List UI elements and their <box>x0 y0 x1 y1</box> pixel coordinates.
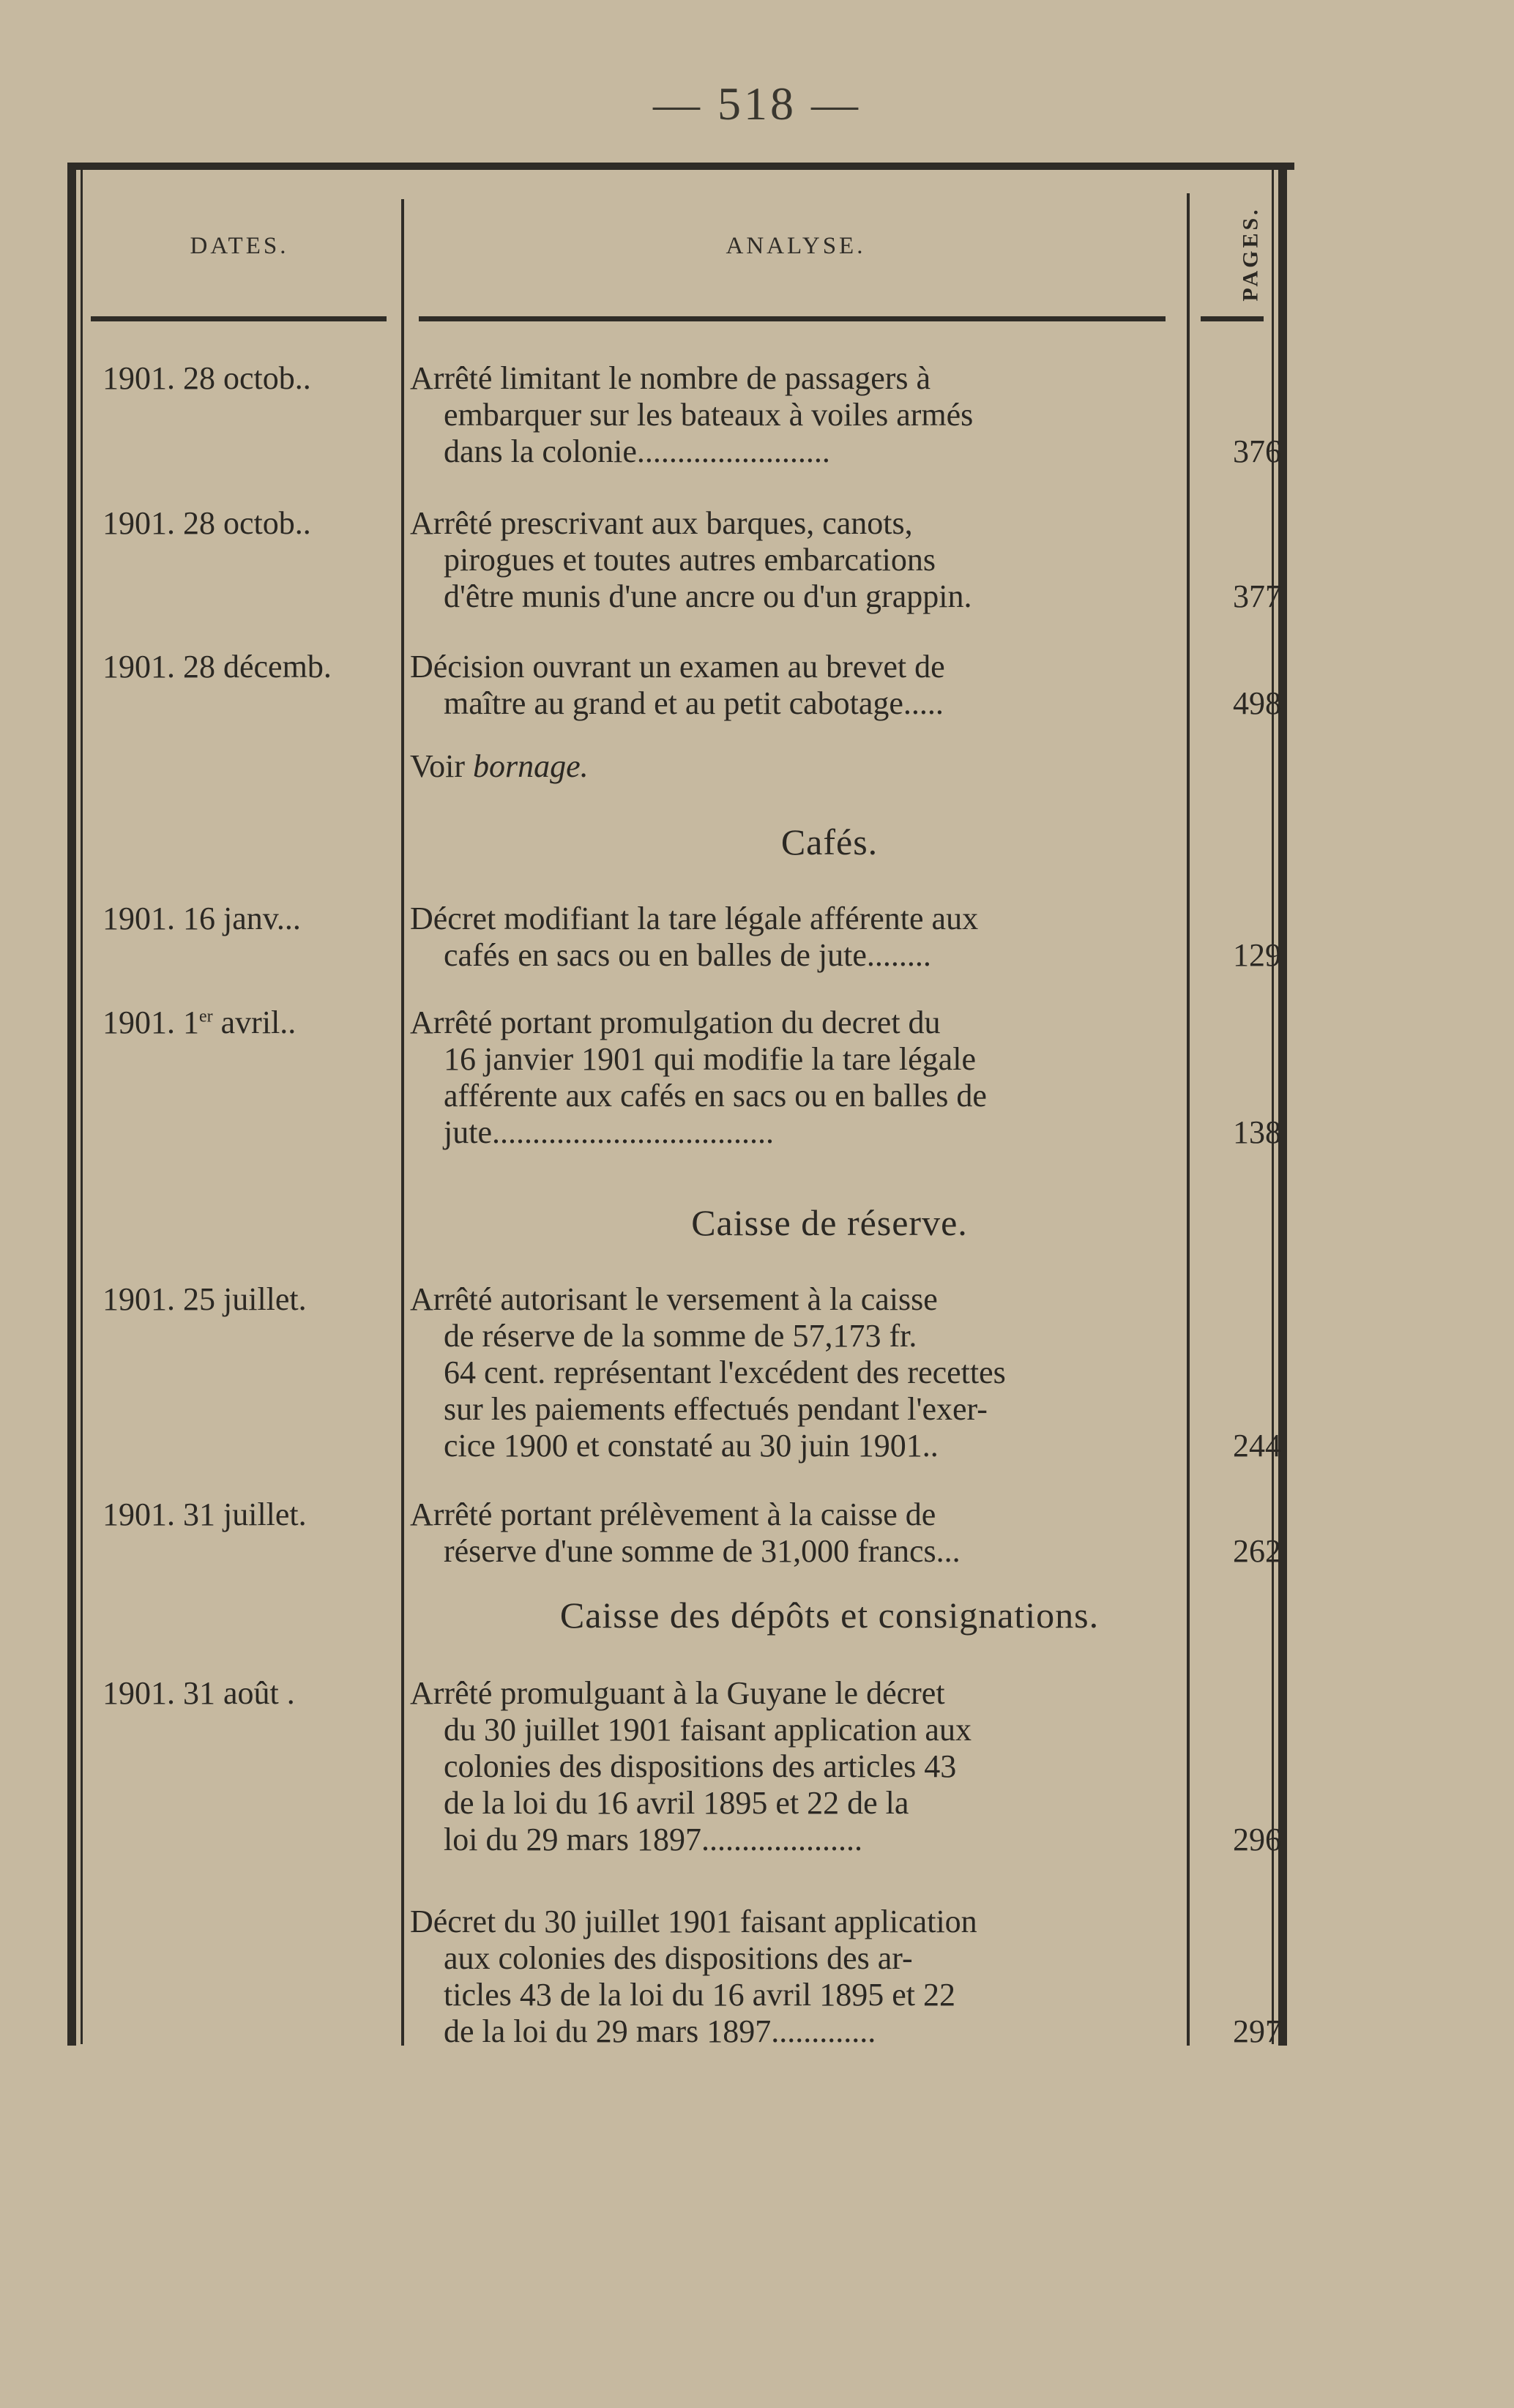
analysis-line: colonies des dispositions des articles 43 <box>444 1748 957 1784</box>
analysis-line: Arrêté promulguant à la Guyane le décret <box>410 1675 945 1711</box>
page-number: — 518 — <box>653 78 861 130</box>
header-pages-label: PAGES. <box>1239 206 1264 302</box>
analysis-line: 16 janvier 1901 qui modifie la tare légale <box>444 1041 976 1077</box>
header-pages <box>1231 192 1272 316</box>
entry-date: 1901. 28 octob.. <box>102 360 311 396</box>
analysis-line: de réserve de la somme de 57,173 fr. <box>444 1318 917 1354</box>
date-text: 1901. 31 juillet. <box>102 1496 307 1532</box>
analysis-line: jute................................... <box>444 1114 774 1150</box>
analysis-line: 64 cent. représentant l'excédent des recettes <box>444 1354 1006 1390</box>
date-text: 1901. 16 janv... <box>102 901 301 936</box>
analysis-line: pirogues et toutes autres embarcations <box>444 542 936 578</box>
section-heading: Caisse des dépôts et consignations. <box>559 1595 1100 1636</box>
left-inner-border <box>81 170 83 2044</box>
entry-date: 1901. 28 octob.. <box>102 505 311 541</box>
analysis-line: Arrêté portant prélèvement à la caisse de <box>410 1496 936 1532</box>
entry-page: 129 <box>1233 937 1281 973</box>
entry-analysis <box>410 901 1249 974</box>
analysis-line: aux colonies des dispositions des ar- <box>444 1940 913 1976</box>
analysis-line: de la loi du 16 avril 1895 et 22 de la <box>444 1785 909 1821</box>
header-rule-pages <box>1201 316 1264 321</box>
date-text: 1901. 1 <box>102 1004 199 1040</box>
analysis-line: ticles 43 de la loi du 16 avril 1895 et 22 <box>444 1977 955 2013</box>
analysis-line: Arrêté limitant le nombre de passagers à <box>410 360 931 396</box>
header-rule-dates <box>91 316 387 321</box>
dates-column-rule <box>401 199 404 2046</box>
entry-analysis <box>410 1675 1249 1858</box>
entry-page: 138 <box>1233 1114 1281 1150</box>
analysis-line: loi du 29 mars 1897.................... <box>444 1822 862 1857</box>
analysis-line: cice 1900 et constaté au 30 juin 1901.. <box>444 1428 939 1464</box>
entry-analysis <box>410 1281 1249 1464</box>
date-text: avril.. <box>212 1004 297 1040</box>
analysis-line: du 30 juillet 1901 faisant application aux <box>444 1712 972 1748</box>
analysis-line: Arrêté prescrivant aux barques, canots, <box>410 505 913 541</box>
analysis-line: Décret du 30 juillet 1901 faisant application <box>410 1904 977 1939</box>
entry-page: 244 <box>1233 1428 1281 1464</box>
date-superscript: er <box>199 1007 213 1026</box>
entry-analysis <box>410 505 1249 615</box>
analysis-line: Décret modifiant la tare légale afférente aux <box>410 901 979 936</box>
index-table <box>67 163 1294 2049</box>
see-also-reference <box>410 748 589 785</box>
entry-page: 377 <box>1233 578 1281 614</box>
date-text: 1901. 25 juillet. <box>102 1281 307 1317</box>
header-analysis: ANALYSE. <box>726 233 866 259</box>
header-rule-analysis <box>419 316 1166 321</box>
analysis-line: afférente aux cafés en sacs ou en balles de <box>444 1078 987 1114</box>
analysis-line: sur les paiements effectués pendant l'exer- <box>444 1391 988 1427</box>
entry-analysis <box>410 649 1249 722</box>
see-also-prefix: Voir <box>410 748 465 784</box>
entry-page: 297 <box>1233 2013 1281 2049</box>
entry-page: 262 <box>1233 1533 1281 1569</box>
analysis-line: maître au grand et au petit cabotage..... <box>444 685 944 721</box>
analysis-line: cafés en sacs ou en balles de jute........ <box>444 937 931 973</box>
analysis-line: Arrêté autorisant le versement à la caisse <box>410 1281 938 1317</box>
analysis-line: réserve d'une somme de 31,000 francs... <box>444 1533 961 1569</box>
section-heading: Caisse de réserve. <box>691 1202 968 1243</box>
analysis-line: embarquer sur les bateaux à voiles armés <box>444 397 974 433</box>
entry-analysis <box>410 1496 1249 1570</box>
entry-date: 1901. 28 décemb. <box>102 649 332 685</box>
left-border <box>67 163 76 2046</box>
analysis-line: de la loi du 29 mars 1897............. <box>444 2013 876 2049</box>
entry-page: 498 <box>1233 685 1281 721</box>
header-dates: DATES. <box>190 233 289 259</box>
entry-analysis <box>410 360 1249 470</box>
top-rule <box>67 163 1294 170</box>
entry-analysis <box>410 1004 1249 1151</box>
see-also-term[interactable]: bornage. <box>472 748 589 784</box>
analysis-line: Arrêté portant promulgation du decret du <box>410 1004 941 1040</box>
entry-page: 376 <box>1233 433 1281 469</box>
section-heading: Cafés. <box>780 821 879 862</box>
entry-analysis <box>410 1904 1249 2050</box>
analysis-line: dans la colonie........................ <box>444 433 830 469</box>
analysis-line: Décision ouvrant un examen au brevet de <box>410 649 945 685</box>
date-text: 1901. 31 août . <box>102 1675 295 1711</box>
analysis-line: d'être munis d'une ancre ou d'un grappin. <box>444 578 972 614</box>
entry-page: 296 <box>1233 1822 1281 1857</box>
